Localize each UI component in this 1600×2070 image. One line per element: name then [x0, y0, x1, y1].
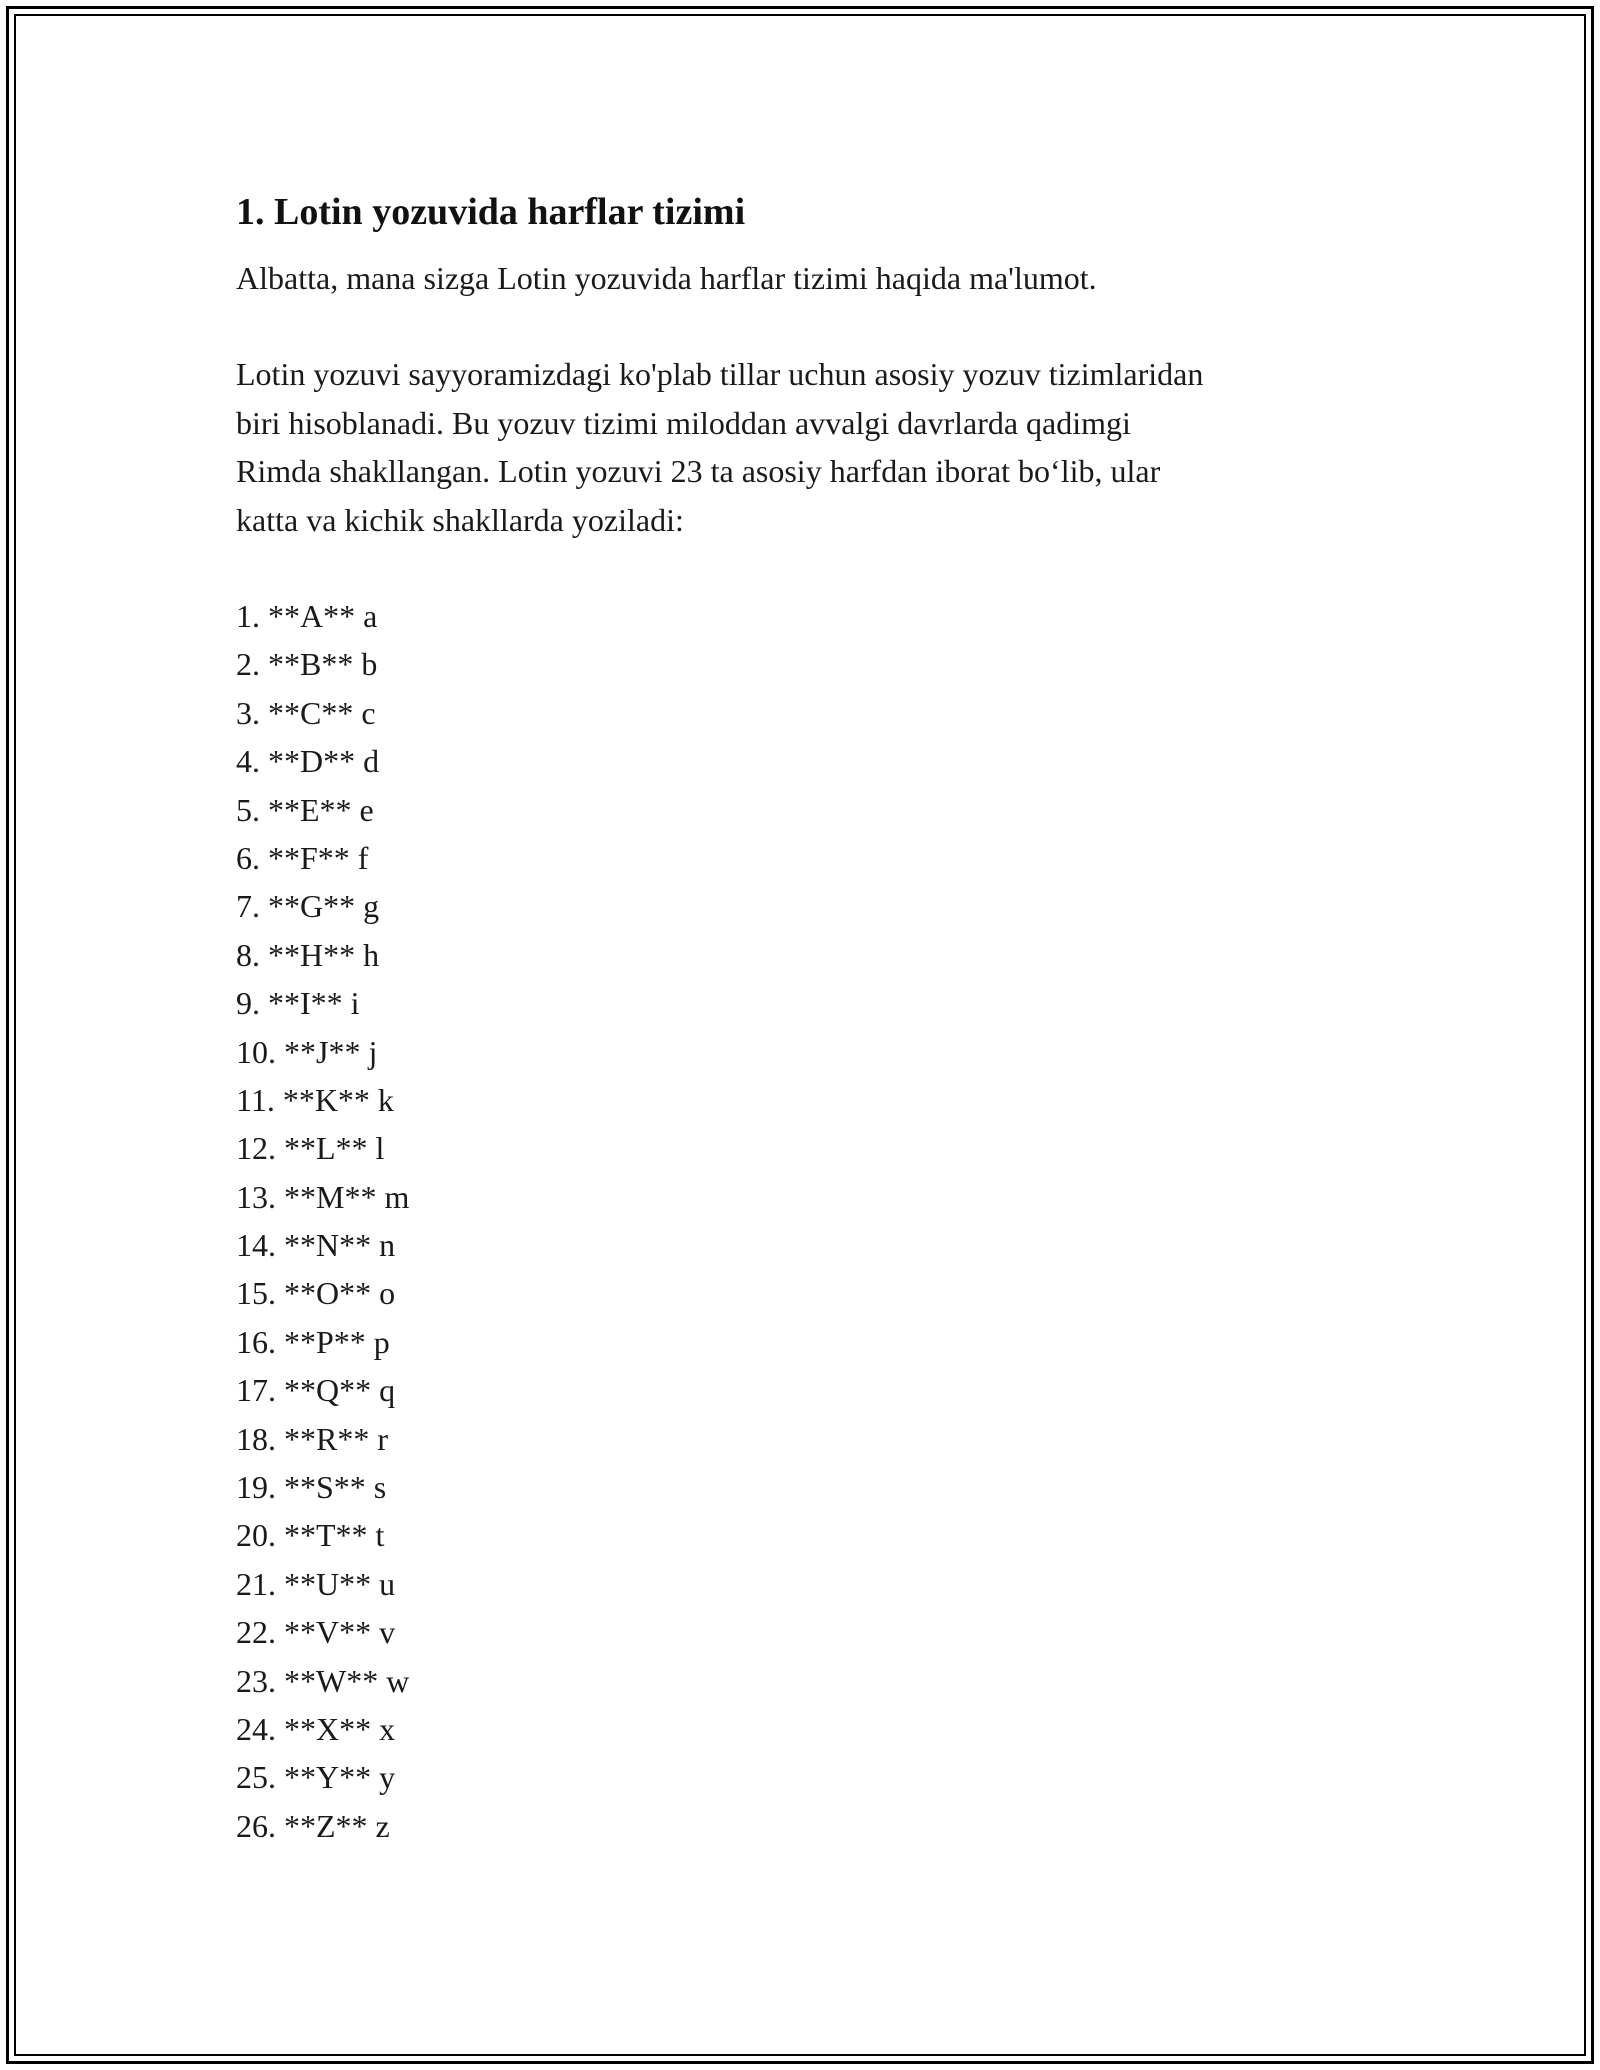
list-item: 7. **G** g	[236, 888, 380, 925]
page-title: 1. Lotin yozuvida harflar tizimi	[236, 191, 746, 233]
list-item: 12. **L** l	[236, 1130, 385, 1167]
list-item: 18. **R** r	[236, 1420, 388, 1457]
list-item: 9. **I** i	[236, 985, 360, 1022]
list-item: 8. **H** h	[236, 936, 380, 973]
document-body	[236, 186, 1356, 1850]
paragraph-line: biri hisoblanadi. Bu yozuv tizimi miloddan avvalgi davrlarda qadimgi	[236, 404, 1131, 441]
list-item: 21. **U** u	[236, 1565, 396, 1602]
list-item: 13. **M** m	[236, 1178, 410, 1215]
paragraph-line: Lotin yozuvi sayyoramizdagi ko'plab tillar uchun asosiy yozuv tizimlaridan	[236, 356, 1204, 392]
paragraph-line: Rimda shakllangan. Lotin yozuvi 23 ta asosiy harfdan iborat bo‘lib, ular	[236, 453, 1161, 489]
list-item: 19. **S** s	[236, 1469, 387, 1506]
list-item: 6. **F** f	[236, 839, 369, 876]
list-item: 1. **A** a	[236, 598, 378, 634]
list-item: 17. **Q** q	[236, 1372, 396, 1409]
list-item: 24. **X** x	[236, 1710, 396, 1747]
list-item: 25. **Y** y	[236, 1759, 396, 1796]
list-item: 15. **O** o	[236, 1275, 396, 1312]
paragraph-line: katta va kichik shakllarda yoziladi:	[236, 501, 684, 538]
intro-paragraph: Albatta, mana sizga Lotin yozuvida harflar tizimi haqida ma'lumot.	[236, 260, 1097, 296]
list-item: 2. **B** b	[236, 646, 378, 683]
list-item: 22. **V** v	[236, 1614, 396, 1651]
list-item: 4. **D** d	[236, 743, 380, 780]
list-item: 26. **Z** z	[236, 1807, 390, 1844]
list-item: 5. **E** e	[236, 791, 374, 828]
list-item: 10. **J** j	[236, 1033, 378, 1070]
list-item: 11. **K** k	[236, 1081, 394, 1118]
list-item: 16. **P** p	[236, 1323, 390, 1360]
description-paragraph	[236, 350, 1356, 544]
list-item: 14. **N** n	[236, 1227, 396, 1264]
list-item: 23. **W** w	[236, 1662, 410, 1699]
letter-list	[236, 592, 1356, 1850]
list-item: 20. **T** t	[236, 1517, 385, 1554]
list-item: 3. **C** c	[236, 694, 376, 731]
